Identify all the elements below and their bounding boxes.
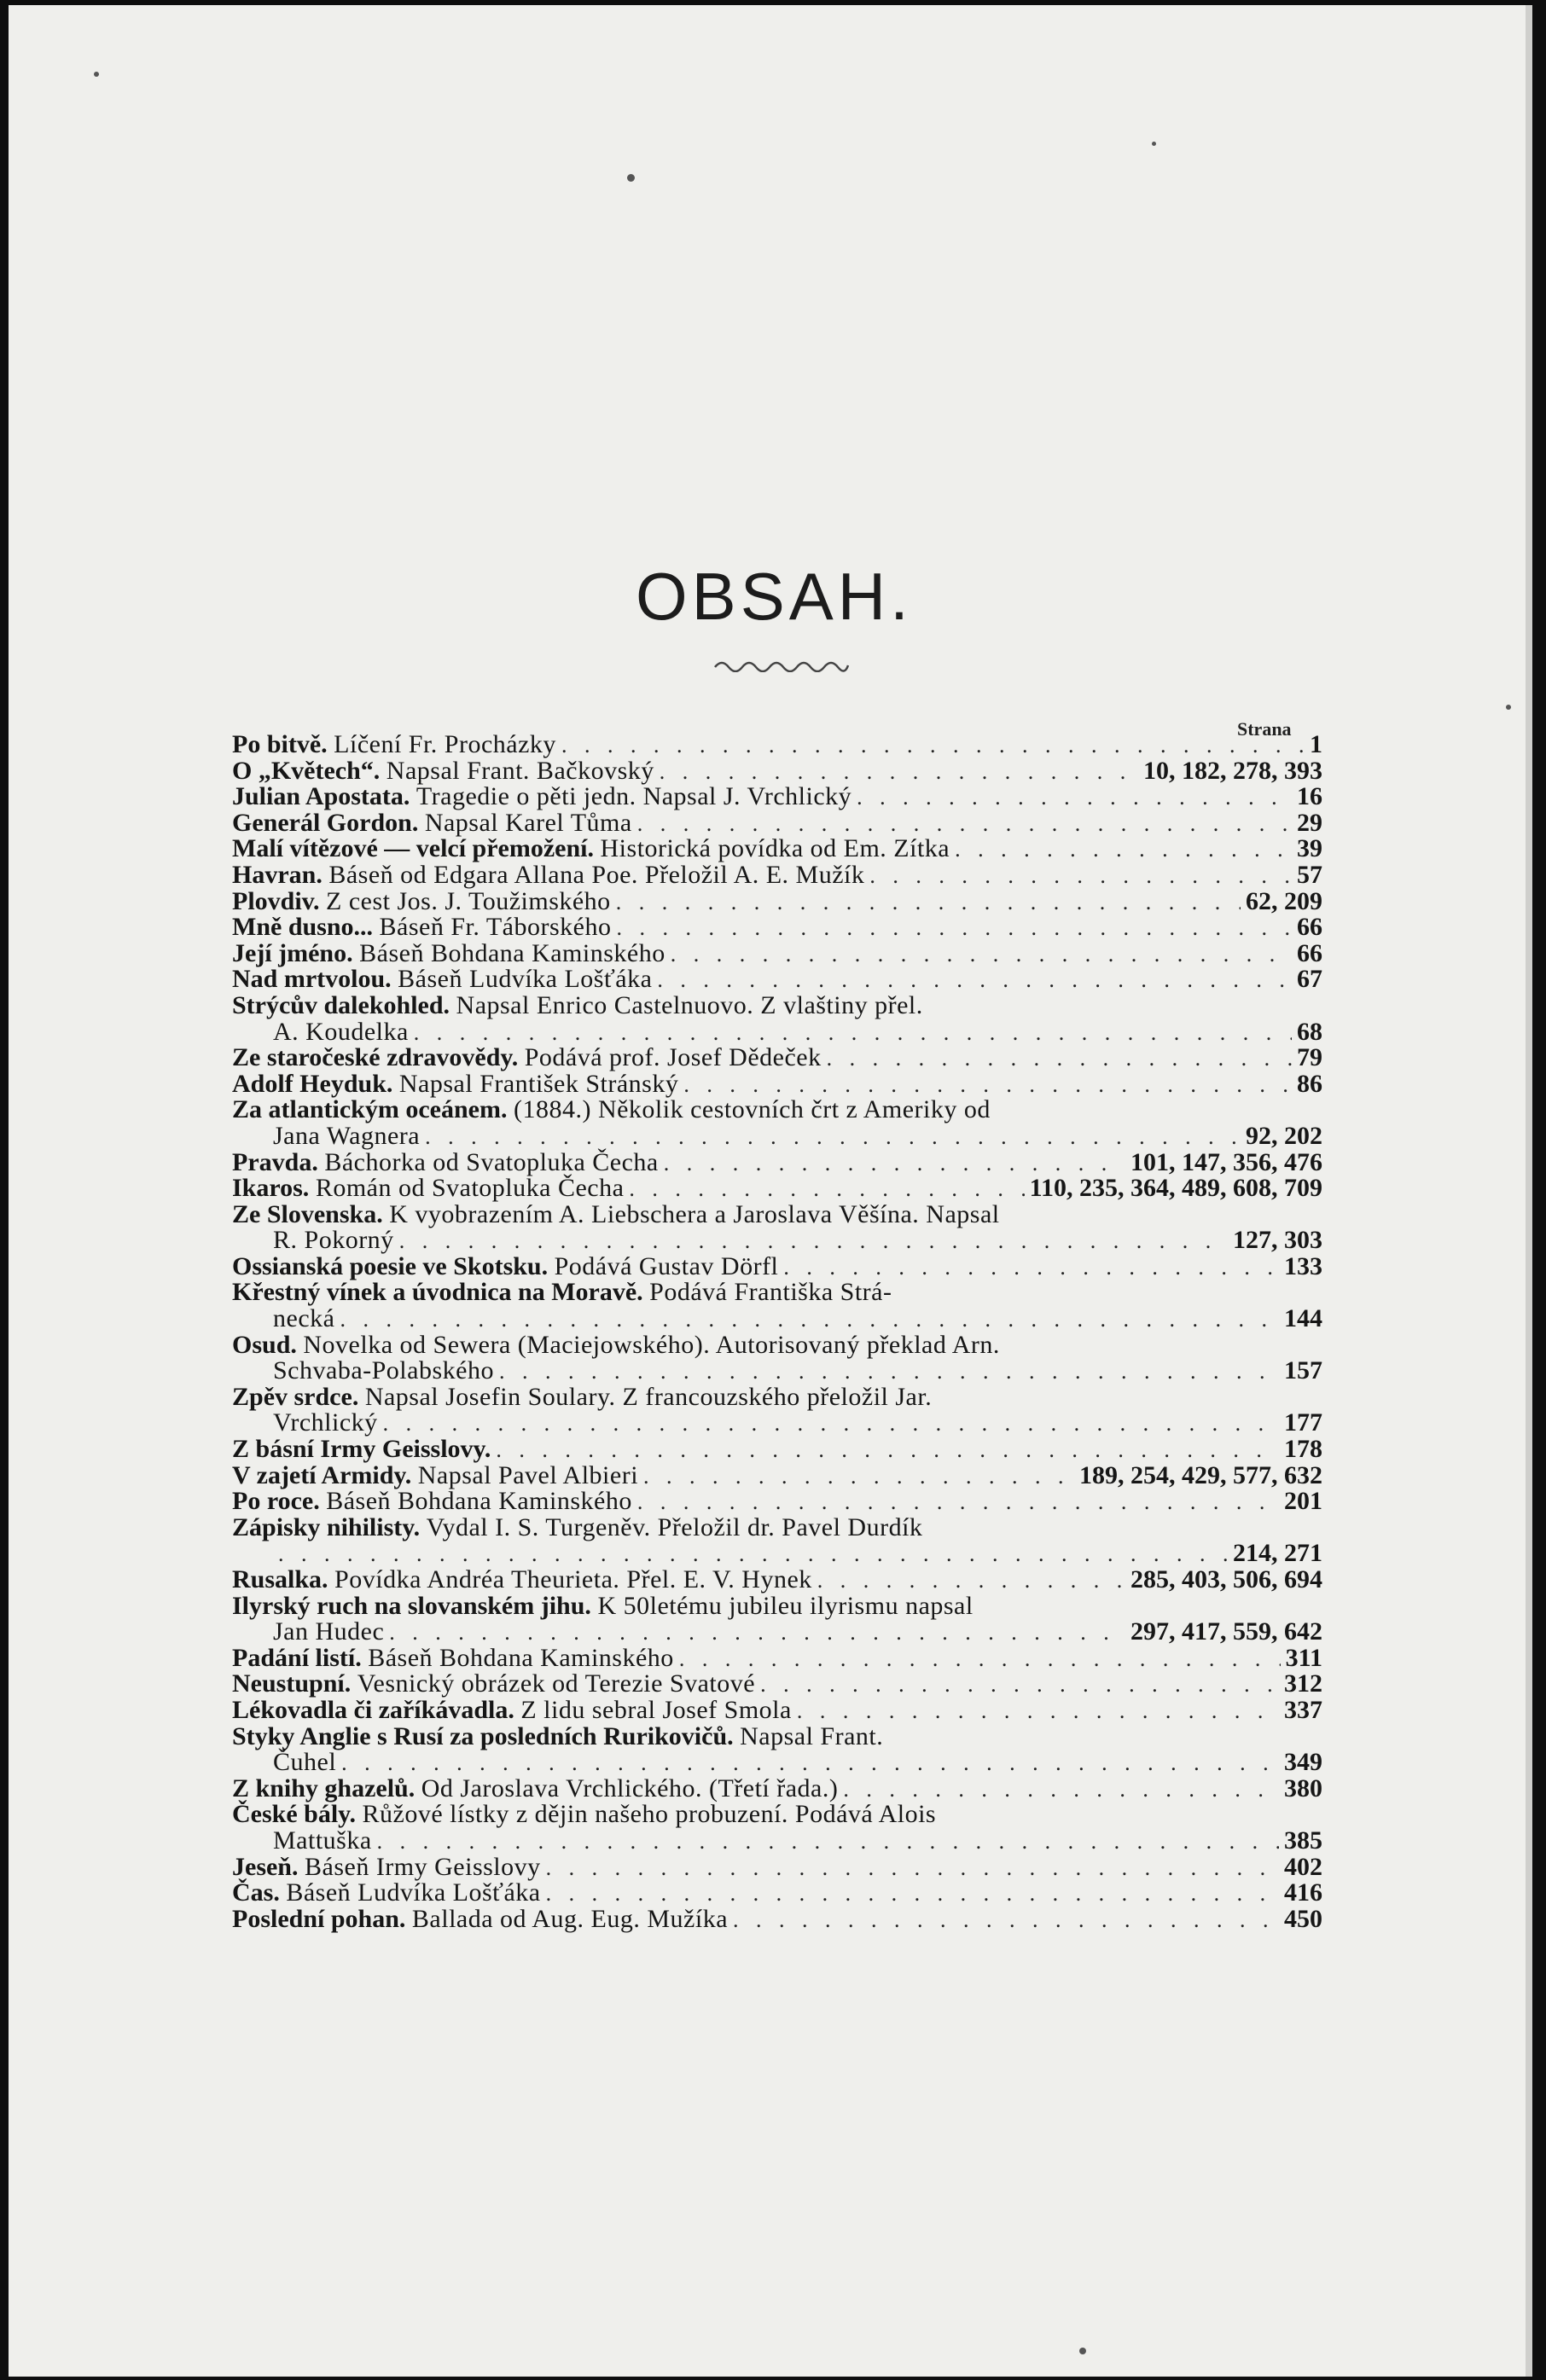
toc-entry-title: Ilyrský ruch na slovanském jihu. — [232, 1591, 591, 1620]
toc-entry — [232, 1332, 1322, 1359]
dot-leader — [857, 785, 1292, 811]
toc-entry-pages: 39 — [1297, 834, 1322, 863]
toc-entry-author: Vrchlický — [273, 1408, 378, 1437]
toc-entry — [232, 1228, 1322, 1254]
dot-leader — [817, 1568, 1125, 1594]
toc-entry — [232, 1358, 1322, 1384]
dot-leader — [616, 915, 1292, 942]
toc-entry-title: Křestný vínek a úvodnica na Moravě. — [232, 1278, 643, 1307]
toc-entry-pages: 337 — [1284, 1695, 1322, 1724]
toc-entry-author: Napsal Frant. Bačkovský — [386, 756, 654, 785]
toc-entry-pages: 450 — [1284, 1904, 1322, 1933]
toc-entry-title: Malí vítězové — velcí přemožení. — [232, 834, 595, 863]
toc-entry-author: Podává prof. Josef Dědeček — [524, 1043, 822, 1072]
toc-entry-author: Vesnický obrázek od Terezie Svatové — [357, 1669, 756, 1698]
dot-leader — [679, 1646, 1281, 1673]
toc-entry — [232, 1695, 1322, 1724]
dot-leader — [827, 1046, 1292, 1072]
toc-entry-author: K vyobrazením A. Liebschera a Jaroslava Věšína. Napsal — [389, 1199, 1000, 1228]
toc-entry-pages: 385 — [1284, 1826, 1322, 1855]
toc-entry-pages: 416 — [1284, 1878, 1322, 1907]
toc-entry — [232, 1619, 1322, 1646]
toc-entry-title: Ikaros. — [232, 1174, 310, 1203]
toc-entry-title: Havran. — [232, 860, 323, 889]
toc-entry — [232, 1045, 1322, 1071]
toc-entry-author: Líčení Fr. Procházky — [334, 730, 556, 758]
dot-leader — [733, 1907, 1279, 1934]
book-page — [9, 5, 1532, 2377]
toc-entry — [232, 862, 1322, 889]
toc-entry-author: Napsal František Stránský — [398, 1069, 679, 1098]
toc-entry — [232, 1489, 1322, 1515]
toc-entry — [232, 1280, 1322, 1306]
toc-entry-title: Julian Apostata. — [232, 782, 410, 811]
dot-leader — [664, 1151, 1125, 1177]
dot-leader — [389, 1620, 1125, 1646]
toc-entry-author: K 50letému jubileu ilyrismu napsal — [597, 1591, 974, 1620]
dot-leader — [496, 1437, 1279, 1464]
toc-entry-title: Poslední pohan. — [232, 1904, 406, 1933]
dot-leader — [616, 890, 1241, 916]
table-of-contents — [232, 732, 1322, 1932]
dot-leader — [637, 811, 1292, 838]
toc-entry-author: Napsal Enrico Castelnuovo. Z vlaštiny přel. — [456, 990, 923, 1019]
toc-entry-pages: 177 — [1284, 1408, 1322, 1437]
dot-leader — [660, 759, 1138, 786]
toc-entry — [232, 1541, 1322, 1567]
toc-entry-title: Pravda. — [232, 1147, 318, 1176]
wavy-ornament — [713, 659, 850, 672]
toc-entry-pages: 214, 271 — [1233, 1539, 1322, 1568]
toc-entry-author: Báseň Ludvíka Lošťáka — [286, 1878, 541, 1907]
toc-entry — [232, 1880, 1322, 1907]
dot-leader — [843, 1777, 1279, 1803]
toc-entry-pages: 66 — [1297, 938, 1322, 967]
toc-entry — [232, 1828, 1322, 1855]
toc-entry-pages: 311 — [1285, 1643, 1322, 1672]
toc-entry — [232, 1437, 1322, 1463]
toc-entry — [232, 1199, 1322, 1228]
toc-entry-pages: 178 — [1284, 1435, 1322, 1464]
toc-entry-title: Lékovadla či zaříkávadla. — [232, 1695, 514, 1724]
toc-entry-pages: 297, 417, 559, 642 — [1130, 1617, 1322, 1646]
toc-entry — [232, 1071, 1322, 1098]
toc-entry-pages: 285, 403, 506, 694 — [1130, 1565, 1322, 1593]
toc-entry-pages: 189, 254, 429, 577, 632 — [1079, 1460, 1322, 1489]
toc-entry — [232, 1175, 1322, 1202]
toc-entry-title: Po bitvě. — [232, 730, 328, 758]
toc-entry-pages: 86 — [1297, 1069, 1322, 1098]
toc-entry-author: Růžové lístky z dějin našeho probuzení. Podává Alois — [362, 1800, 937, 1829]
toc-entry-title: Z básní Irmy Geisslovy. — [232, 1435, 491, 1464]
toc-entry — [232, 1671, 1322, 1698]
toc-entry — [232, 732, 1322, 758]
toc-entry — [232, 1567, 1322, 1593]
toc-entry — [232, 1306, 1322, 1332]
toc-entry-pages: 402 — [1284, 1852, 1322, 1881]
toc-entry-author: Podává Františka Strá- — [649, 1278, 892, 1307]
dot-leader — [643, 1464, 1074, 1490]
dot-leader — [546, 1855, 1279, 1882]
toc-entry-author: Jan Hudec — [273, 1617, 385, 1646]
toc-entry-title: Zápisky nihilisty. — [232, 1512, 421, 1541]
toc-entry-pages: 67 — [1297, 965, 1322, 994]
toc-entry — [232, 1750, 1322, 1776]
toc-entry-author: Tragedie o pěti jedn. Napsal J. Vrchlický — [416, 782, 852, 811]
toc-entry-pages: 157 — [1284, 1356, 1322, 1385]
toc-entry — [232, 1852, 1322, 1881]
toc-entry-pages: 380 — [1284, 1773, 1322, 1802]
page-title: OBSAH. — [636, 559, 913, 634]
toc-entry-pages: 66 — [1297, 913, 1322, 942]
toc-entry — [232, 1147, 1322, 1176]
dot-leader — [377, 1829, 1279, 1855]
toc-entry-pages: 29 — [1297, 808, 1322, 837]
toc-entry-title: Styky Anglie s Rusí za posledních Rurikovičů. — [232, 1721, 734, 1750]
toc-entry-title: Mně dusno... — [232, 913, 374, 942]
dot-leader — [546, 1881, 1279, 1907]
toc-entry-title: Adolf Heyduk. — [232, 1069, 393, 1098]
toc-entry-pages: 101, 147, 356, 476 — [1130, 1147, 1322, 1176]
dot-leader — [869, 863, 1292, 890]
toc-entry-title: Generál Gordon. — [232, 808, 419, 837]
toc-entry-author: A. Koudelka — [273, 1017, 409, 1046]
toc-entry-title: Plovdiv. — [232, 886, 320, 915]
toc-entry-title: Rusalka. — [232, 1565, 328, 1593]
dot-leader — [399, 1228, 1228, 1255]
toc-entry-author: Báseň Bohdana Kaminského — [359, 938, 665, 967]
toc-entry-author: Od Jaroslava Vrchlického. (Třetí řada.) — [421, 1773, 839, 1802]
dot-leader — [783, 1255, 1279, 1281]
toc-entry-author: Povídka Andréa Theurieta. Přel. E. V. Hynek — [334, 1565, 812, 1593]
toc-entry-author: Napsal Karel Tůma — [424, 808, 632, 837]
dot-leader — [499, 1359, 1279, 1385]
toc-entry-title: České bály. — [232, 1800, 357, 1829]
toc-entry-title: Nad mrtvolou. — [232, 965, 392, 994]
dot-leader — [341, 1750, 1279, 1777]
dot-leader — [955, 837, 1292, 863]
toc-entry-pages: 92, 202 — [1246, 1121, 1322, 1150]
dot-leader — [561, 733, 1305, 759]
toc-entry-title: Ze staročeské zdravovědy. — [232, 1043, 519, 1072]
toc-entry-author: Schvaba-Polabského — [273, 1356, 494, 1385]
toc-entry — [232, 1123, 1322, 1150]
toc-entry — [232, 914, 1322, 941]
dot-leader — [383, 1411, 1279, 1437]
toc-entry-author: necká — [273, 1304, 335, 1333]
toc-entry-pages: 57 — [1297, 860, 1322, 889]
toc-entry-author: Napsal Frant. — [740, 1721, 884, 1750]
toc-entry-pages: 1 — [1310, 730, 1322, 758]
dot-leader — [629, 1176, 1024, 1203]
toc-entry-author: Báseň Bohdana Kaminského — [368, 1643, 674, 1672]
toc-entry-pages: 201 — [1284, 1487, 1322, 1516]
toc-entry-title: Osud. — [232, 1330, 297, 1359]
dot-leader — [637, 1489, 1279, 1516]
toc-entry-title: Strýcův dalekohled. — [232, 990, 450, 1019]
toc-entry-author: Vydal I. S. Turgeněv. Přeložil dr. Pavel Durdík — [426, 1512, 923, 1541]
toc-entry-title: Padání listí. — [232, 1643, 362, 1672]
toc-entry-pages: 10, 182, 278, 393 — [1143, 756, 1322, 785]
toc-entry — [232, 1773, 1322, 1802]
toc-entry-pages: 133 — [1284, 1251, 1322, 1280]
toc-entry — [232, 1721, 1322, 1750]
toc-entry-author: Báseň Fr. Táborského — [379, 913, 612, 942]
dot-leader — [278, 1541, 1228, 1568]
toc-entry — [232, 784, 1322, 810]
toc-entry-pages: 62, 209 — [1246, 886, 1322, 915]
toc-entry-title: Jeseň. — [232, 1852, 299, 1881]
toc-entry-title: Její jméno. — [232, 938, 353, 967]
toc-entry-pages: 127, 303 — [1233, 1226, 1322, 1255]
toc-entry-author: Báseň Irmy Geisslovy — [305, 1852, 541, 1881]
toc-entry-title: Ze Slovenska. — [232, 1199, 383, 1228]
toc-entry-title: Zpěv srdce. — [232, 1382, 359, 1411]
toc-entry — [232, 1904, 1322, 1933]
toc-entry — [232, 836, 1322, 862]
toc-entry-author: Napsal Josefin Soulary. Z francouzského přeložil Jar. — [364, 1382, 933, 1411]
toc-entry-author: Čuhel — [273, 1748, 337, 1777]
toc-entry-title: Za atlantickým oceánem. — [232, 1095, 508, 1124]
dot-leader — [425, 1124, 1241, 1151]
toc-entry — [232, 938, 1322, 967]
toc-entry — [232, 1643, 1322, 1672]
toc-entry-author: Napsal Pavel Albieri — [417, 1460, 639, 1489]
toc-entry-author: R. Pokorný — [273, 1226, 394, 1255]
dot-leader — [414, 1020, 1292, 1047]
dot-leader — [340, 1307, 1279, 1333]
toc-entry-author: Mattuška — [273, 1826, 372, 1855]
toc-entry-pages: 16 — [1297, 782, 1322, 811]
toc-entry — [232, 1593, 1322, 1620]
dot-leader — [671, 942, 1292, 968]
toc-entry — [232, 886, 1322, 915]
toc-entry-pages: 144 — [1284, 1304, 1322, 1333]
toc-entry — [232, 1251, 1322, 1280]
toc-entry — [232, 758, 1322, 785]
toc-entry-author: Báseň od Edgara Allana Poe. Přeložil A. E. Mužík — [328, 860, 865, 889]
toc-entry-author: Báseň Bohdana Kaminského — [326, 1487, 632, 1516]
toc-entry-author: Z cest Jos. J. Toužimského — [326, 886, 611, 915]
toc-entry-author: Ballada od Aug. Eug. Mužíka — [411, 1904, 729, 1933]
toc-entry-author: Historická povídka od Em. Zítka — [600, 834, 950, 863]
toc-entry-title: Z knihy ghazelů. — [232, 1773, 416, 1802]
toc-entry-author: Jana Wagnera — [273, 1121, 421, 1150]
dot-leader — [683, 1072, 1292, 1099]
dot-leader — [657, 967, 1292, 994]
toc-entry — [232, 967, 1322, 993]
page-column-label: Strana — [1237, 718, 1292, 740]
toc-entry — [232, 1097, 1322, 1123]
toc-entry-author: Román od Svatopluka Čecha — [315, 1174, 625, 1203]
toc-entry-pages: 79 — [1297, 1043, 1322, 1072]
toc-entry-title: Čas. — [232, 1878, 280, 1907]
toc-entry-title: Po roce. — [232, 1487, 320, 1516]
dot-leader — [797, 1698, 1279, 1725]
toc-entry — [232, 1512, 1322, 1541]
toc-entry — [232, 1019, 1322, 1046]
toc-entry-author: Podává Gustav Dörfl — [554, 1251, 779, 1280]
toc-entry-pages: 349 — [1284, 1748, 1322, 1777]
toc-entry-pages: 68 — [1297, 1017, 1322, 1046]
toc-entry — [232, 990, 1322, 1019]
toc-entry — [232, 1410, 1322, 1437]
toc-entry-author: Báchorka od Svatopluka Čecha — [324, 1147, 659, 1176]
toc-entry-author: Z lidu sebral Josef Smola — [520, 1695, 792, 1724]
toc-entry — [232, 1802, 1322, 1828]
toc-entry-author: Novelka od Sewera (Maciejowského). Autorisovaný překlad Arn. — [303, 1330, 1000, 1359]
toc-entry-author: (1884.) Několik cestovních črt z Ameriky od — [513, 1095, 991, 1124]
dot-leader — [760, 1672, 1279, 1698]
toc-entry-author: Báseň Ludvíka Lošťáka — [398, 965, 653, 994]
toc-entry-title: O „Květech“. — [232, 756, 381, 785]
toc-entry — [232, 810, 1322, 837]
toc-entry-title: Neustupní. — [232, 1669, 352, 1698]
toc-entry-pages: 110, 235, 364, 489, 608, 709 — [1029, 1174, 1322, 1203]
toc-entry-pages: 312 — [1284, 1669, 1322, 1698]
toc-entry — [232, 1460, 1322, 1489]
toc-entry-title: Ossianská poesie ve Skotsku. — [232, 1251, 549, 1280]
toc-entry-title: V zajetí Armidy. — [232, 1460, 412, 1489]
toc-entry — [232, 1384, 1322, 1411]
